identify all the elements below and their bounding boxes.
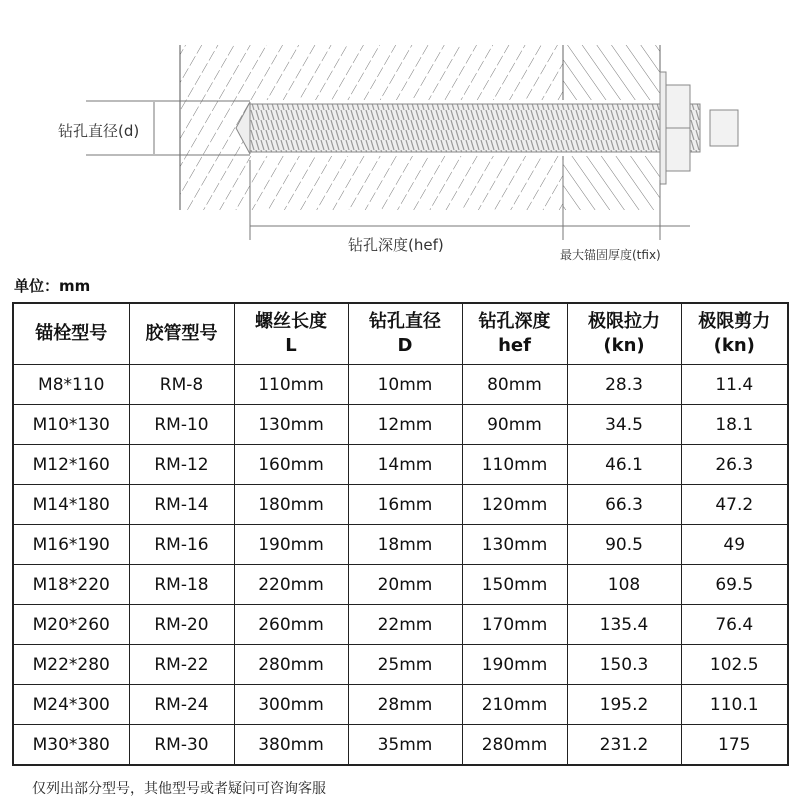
table-cell: M16*190: [13, 525, 129, 565]
table-cell: 210mm: [462, 685, 567, 725]
table-cell: 150mm: [462, 565, 567, 605]
table-cell: RM-24: [129, 685, 234, 725]
table-cell: M12*160: [13, 445, 129, 485]
table-cell: RM-14: [129, 485, 234, 525]
column-header: [234, 303, 348, 365]
table-cell: M8*110: [13, 365, 129, 405]
table-cell: 190mm: [234, 525, 348, 565]
drill-diameter-label: 钻孔直径(d): [58, 122, 140, 140]
washer: [660, 72, 666, 184]
table-cell: 195.2: [567, 685, 681, 725]
header-line1: 锚栓型号: [35, 323, 108, 344]
drill-depth-label: 钻孔深度(hef): [348, 236, 444, 254]
table-row: [13, 645, 788, 685]
table-cell: 11.4: [681, 365, 788, 405]
table-cell: 130mm: [462, 525, 567, 565]
table-row: [13, 565, 788, 605]
table-cell: M14*180: [13, 485, 129, 525]
footnote: 仅列出部分型号，其他型号或者疑问可咨询客服: [32, 781, 326, 797]
table-cell: 25mm: [348, 645, 462, 685]
table-cell: 18mm: [348, 525, 462, 565]
table-cell: 12mm: [348, 405, 462, 445]
table-row: [13, 525, 788, 565]
table-cell: M30*380: [13, 725, 129, 766]
table-cell: 28.3: [567, 365, 681, 405]
table-row: [13, 365, 788, 405]
table-cell: 66.3: [567, 485, 681, 525]
table-cell: 120mm: [462, 485, 567, 525]
header-line1: 极限拉力: [588, 311, 660, 332]
table-cell: 20mm: [348, 565, 462, 605]
table-cell: M24*300: [13, 685, 129, 725]
header-line2: (kn): [603, 335, 645, 356]
table-cell: 110mm: [462, 445, 567, 485]
header-line2: hef: [498, 335, 531, 356]
table-cell: RM-22: [129, 645, 234, 685]
table-cell: 90.5: [567, 525, 681, 565]
fixture-thickness-label: 最大锚固厚度(tfix): [560, 248, 661, 262]
column-header: [462, 303, 567, 365]
table-cell: 80mm: [462, 365, 567, 405]
table-row: [13, 725, 788, 766]
table-cell: 160mm: [234, 445, 348, 485]
table-cell: RM-10: [129, 405, 234, 445]
rod-end: [710, 110, 738, 146]
column-header: [348, 303, 462, 365]
table-cell: 190mm: [462, 645, 567, 685]
table-cell: 135.4: [567, 605, 681, 645]
table-cell: 220mm: [234, 565, 348, 605]
table-cell: 280mm: [462, 725, 567, 766]
table-cell: 26.3: [681, 445, 788, 485]
table-cell: RM-18: [129, 565, 234, 605]
header-line2: (kn): [713, 335, 755, 356]
table-cell: M18*220: [13, 565, 129, 605]
table-cell: 130mm: [234, 405, 348, 445]
header-line1: 胶管型号: [145, 323, 218, 344]
table-cell: RM-12: [129, 445, 234, 485]
unit-label: 单位：mm: [14, 277, 91, 295]
table-cell: 10mm: [348, 365, 462, 405]
column-header: [129, 303, 234, 365]
table-cell: 76.4: [681, 605, 788, 645]
table-cell: 260mm: [234, 605, 348, 645]
column-header: [681, 303, 788, 365]
spec-table: [12, 302, 789, 766]
table-cell: RM-8: [129, 365, 234, 405]
table-cell: 175: [681, 725, 788, 766]
table-cell: 34.5: [567, 405, 681, 445]
table-cell: 69.5: [681, 565, 788, 605]
header-line1: 极限剪力: [698, 311, 771, 332]
table-cell: 28mm: [348, 685, 462, 725]
table-cell: 380mm: [234, 725, 348, 766]
column-header: [13, 303, 129, 365]
table-cell: 18.1: [681, 405, 788, 445]
table-cell: 46.1: [567, 445, 681, 485]
table-cell: 150.3: [567, 645, 681, 685]
table-cell: 110mm: [234, 365, 348, 405]
table-cell: 231.2: [567, 725, 681, 766]
table-header-row: [13, 303, 788, 365]
table-cell: 108: [567, 565, 681, 605]
table-cell: 110.1: [681, 685, 788, 725]
table-cell: 22mm: [348, 605, 462, 645]
table-cell: RM-20: [129, 605, 234, 645]
table-cell: M22*280: [13, 645, 129, 685]
table-cell: 47.2: [681, 485, 788, 525]
threaded-rod: [236, 102, 700, 154]
table-cell: 102.5: [681, 645, 788, 685]
table-cell: M10*130: [13, 405, 129, 445]
table-cell: RM-30: [129, 725, 234, 766]
column-header: [567, 303, 681, 365]
table-cell: 90mm: [462, 405, 567, 445]
table-cell: 49: [681, 525, 788, 565]
table-cell: 16mm: [348, 485, 462, 525]
table-cell: RM-16: [129, 525, 234, 565]
table-row: [13, 605, 788, 645]
table-cell: 180mm: [234, 485, 348, 525]
table-cell: 280mm: [234, 645, 348, 685]
table-cell: 300mm: [234, 685, 348, 725]
table-cell: 170mm: [462, 605, 567, 645]
table-row: [13, 685, 788, 725]
table-cell: 35mm: [348, 725, 462, 766]
table-cell: 14mm: [348, 445, 462, 485]
header-line2: L: [285, 335, 297, 356]
header-line1: 螺丝长度: [255, 311, 327, 332]
header-line2: D: [397, 335, 413, 356]
table-row: [13, 485, 788, 525]
table-row: [13, 445, 788, 485]
header-line1: 钻孔直径: [369, 311, 441, 332]
table-cell: M20*260: [13, 605, 129, 645]
table-row: [13, 405, 788, 445]
header-line1: 钻孔深度: [478, 311, 551, 332]
